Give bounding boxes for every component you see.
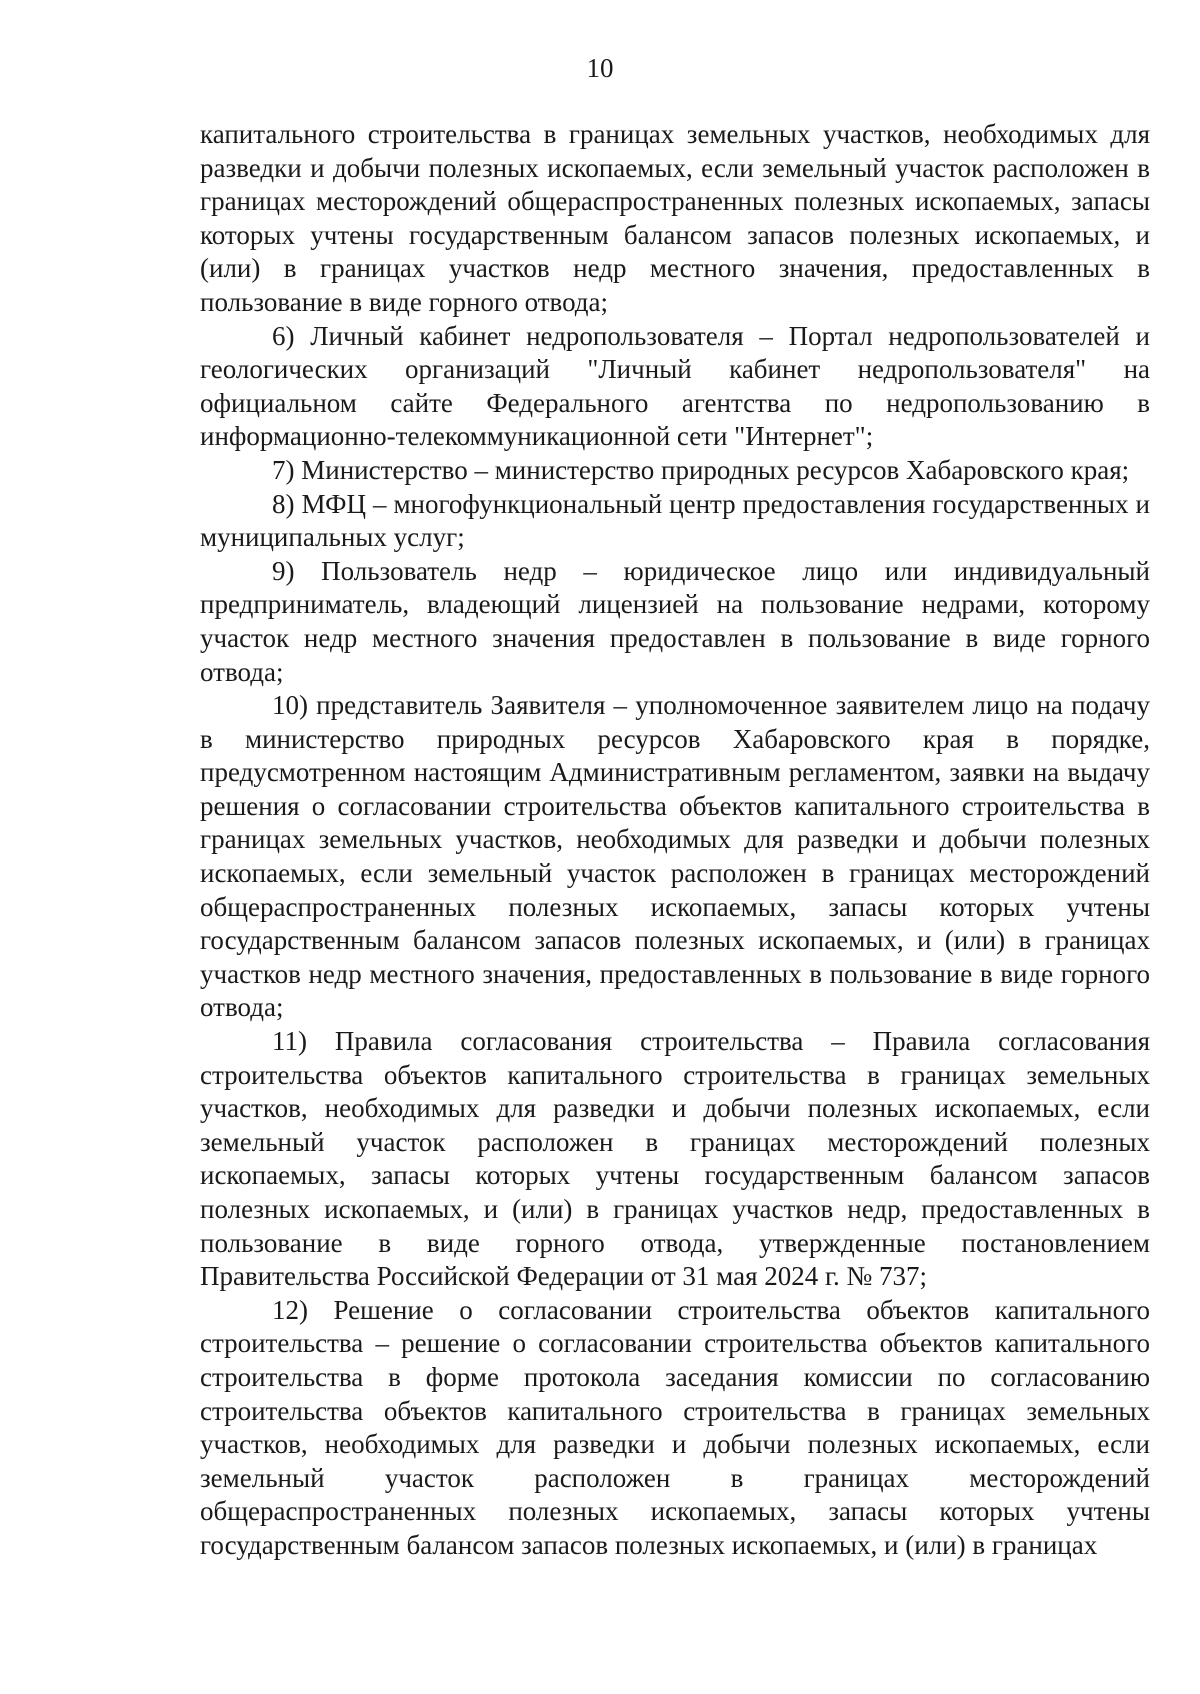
paragraph-item-12: 12) Решение о согласовании строительства объектов капитального строительства – решение о согласовании строительства объектов капитального строительства в форме протокола заседания комиссии по согласованию строительства объектов капитального строительства в границах земельных участков, необходимых для разведки и добычи полезных ископаемых, если земельный участок расположен в границах месторождений общераспространенных полезных ископаемых, запасы которых учтены государственным балансом запасов полезных ископаемых, и (или) в границах (200, 1294, 1150, 1560)
paragraph-continuation: капитального строительства в границах земельных участков, необходимых для разведки и добычи полезных ископаемых, если земельный участок расположен в границах месторождений общераспространенных полезных ископаемых, запасы которых учтены государственным балансом запасов полезных ископаемых, и (или) в границах участков недр местного значения, предоставленных в пользование в виде горного отвода; (200, 119, 1150, 317)
paragraph-item-10: 10) представитель Заявителя – уполномоченное заявителем лицо на подачу в министерство природных ресурсов Хабаровского края в порядке, предусмотренном настоящим Административным регламентом, заявки на выдачу решения о согласовании строительства объектов капитального строительства в границах земельных участков, необходимых для разведки и добычи полезных ископаемых, если земельный участок расположен в границах месторождений общераспространенных полезных ископаемых, запасы которых учтены государственным балансом запасов полезных ископаемых, и (или) в границах участков недр местного значения, предоставленных в пользование в виде горного отвода; (200, 690, 1150, 1023)
paragraph-item-6: 6) Личный кабинет недропользователя – Портал недропользователей и геологических организаций "Личный кабинет недропользователя" на официальном сайте Федерального агентства по недропользованию в информационно-телекоммуникационной сети "Интернет"; (200, 320, 1150, 452)
document-body (200, 118, 1150, 1563)
paragraph-item-9: 9) Пользователь недр – юридическое лицо или индивидуальный предприниматель, владеющий лицензией на пользование недрами, которому участок недр местного значения предоставлен в пользование в виде горного отвода; (200, 555, 1150, 687)
paragraph-item-11: 11) Правила согласования строительства – Правила согласования строительства объектов капитального строительства в границах земельных участков, необходимых для разведки и добычи полезных ископаемых, если земельный участок расположен в границах месторождений полезных ископаемых, запасы которых учтены государственным балансом запасов полезных ископаемых, и (или) в границах участков недр, предоставленных в пользование в виде горного отвода, утвержденные постановлением Правительства Российской Федерации от 31 мая 2024 г. № 737; (200, 1026, 1150, 1292)
page-number: 10 (586, 53, 614, 83)
paragraph-item-7: 7) Министерство – министерство природных ресурсов Хабаровского края; (272, 454, 1130, 485)
paragraph-item-8: 8) МФЦ – многофункциональный центр предоставления государственных и муниципальных услуг; (200, 488, 1150, 553)
